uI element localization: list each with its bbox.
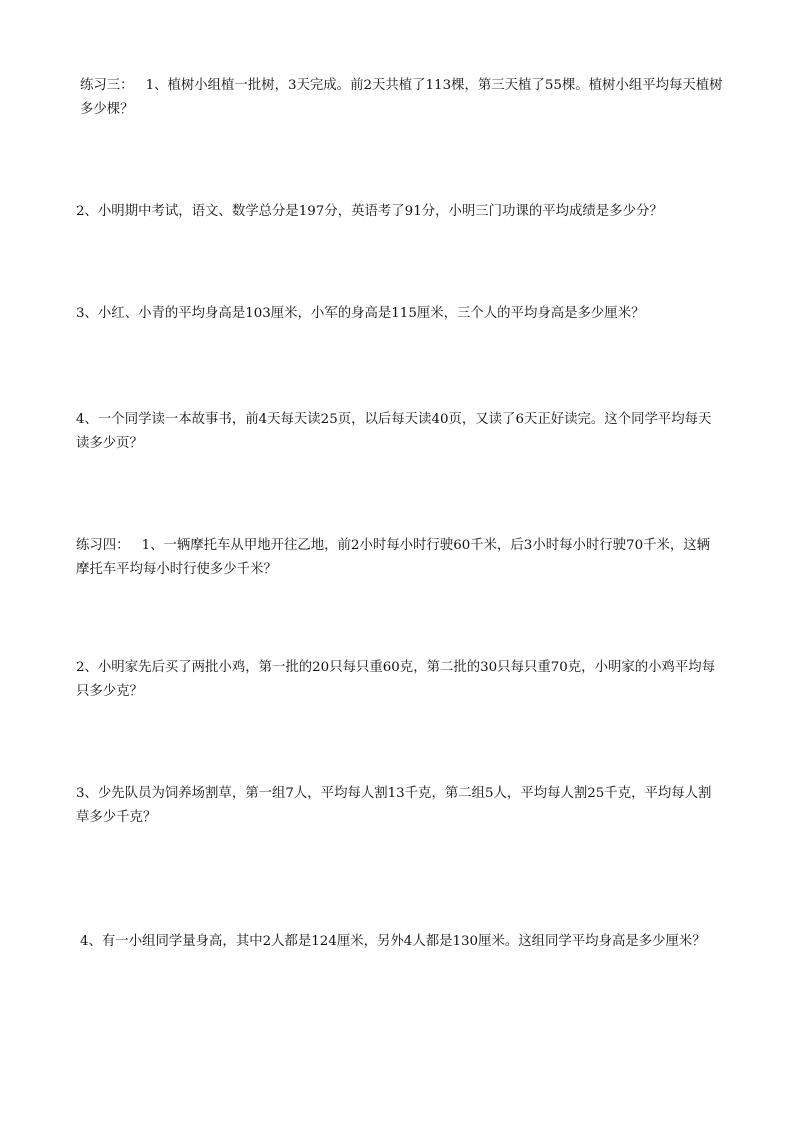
- problem-text: 3、少先队员为饲养场割草，第一组7人，平均每人割13千克，第二组5人，平均每人割25千克，平均每人割草多少千克？: [76, 786, 712, 825]
- section4-problem-4: [80, 930, 725, 954]
- problem-text: 4、一个同学读一本故事书，前4天每天读25页，以后每天读40页，又读了6天正好读完。这个同学平均每天读多少页？: [76, 412, 712, 451]
- section4-label: 练习四：: [76, 538, 130, 553]
- section3-problem-3: [76, 302, 721, 326]
- section4-problem-1: [76, 534, 721, 582]
- problem-text: 4、有一小组同学量身高，其中2人都是124厘米，另外4人都是130厘米。这组同学平均身高是多少厘米？: [80, 934, 706, 949]
- problem-text: 2、小明家先后买了两批小鸡，第一批的20只每只重60克，第二批的30只每只重70克，小明家的小鸡平均每只多少克？: [76, 660, 716, 699]
- problem-text: 2、小明期中考试，语文、数学总分是197分，英语考了91分，小明三门功课的平均成绩是多少分？: [76, 204, 663, 219]
- section3-problem-4: [76, 408, 721, 456]
- section4-problem-3: [76, 782, 721, 830]
- section3-label: 练习三：: [80, 78, 134, 93]
- section4-problem-2: [76, 656, 721, 704]
- problem-text: 1、一辆摩托车从甲地开往乙地，前2小时每小时行驶60千米，后3小时每小时行驶70千米，这辆摩托车平均每小时行使多少千米？: [76, 538, 711, 577]
- section3-problem-2: [76, 200, 721, 224]
- problem-text: 3、小红、小青的平均身高是103厘米，小军的身高是115厘米，三个人的平均身高是多少厘米？: [76, 306, 645, 321]
- section3-problem-1: [80, 74, 725, 122]
- problem-text: 1、植树小组植一批树，3天完成。前2天共植了113棵，第三天植了55棵。植树小组平均每天植树多少棵？: [80, 78, 723, 117]
